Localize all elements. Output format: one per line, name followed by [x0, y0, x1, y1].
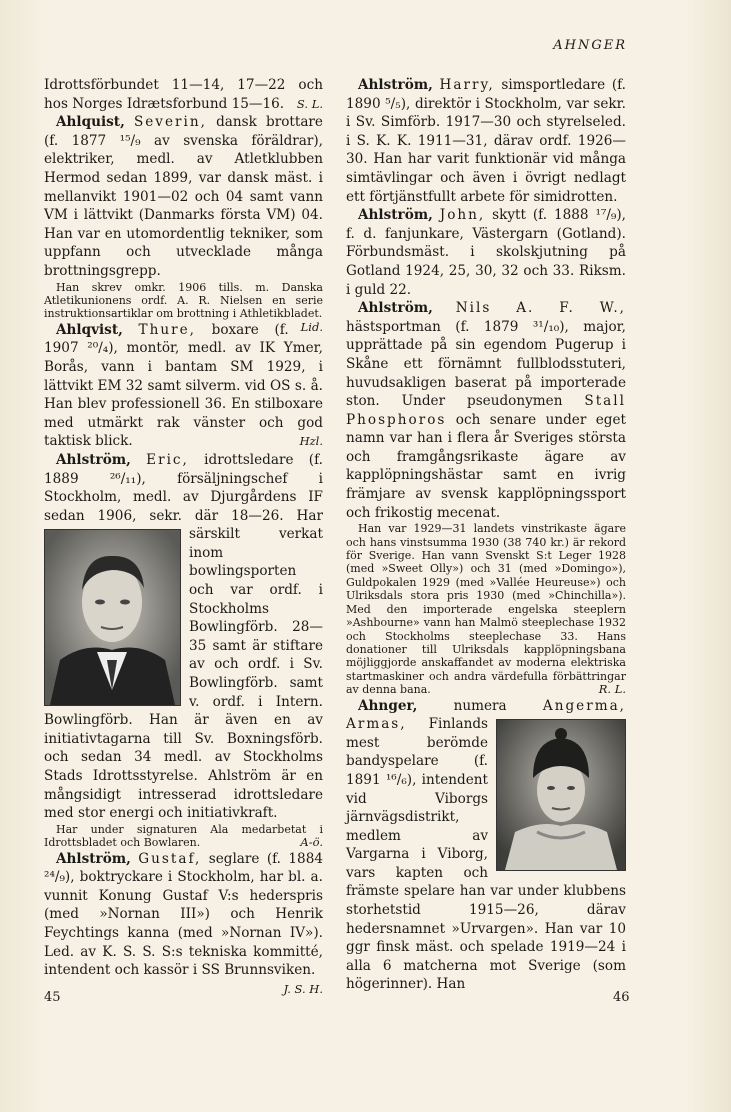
entry-ahlstrom-gustaf: [44, 850, 323, 996]
signature: A-ö.: [300, 835, 323, 850]
entry-headword: Ahlquist,: [56, 114, 125, 131]
entry-note: Han var 1929—31 landets vinstrikaste ägare och hans vinstsumma 1930 (38 740 kr.) är rekord för Sverige. Han vann Svenskt S:t Leger 1928 (med »Sweet Olly») och 31 (med »Domingo»), Guldpokalen 1929 (med »Vallée Heureuse») och Ulriksdals stora pris 1930 (med »Chinchilla»). Med den importerade engelska steeplern »Ashbourne» vann han Malmö steeplechase 1932 och Stockholms steeplechase 33. Hans donationer till Ulriksdals kapplöpningsbana möjliggjorde anskaffandet av moderna elektriska startmaskiner och andra värdefulla förbättringar av denna bana. R. L.: [346, 522, 626, 697]
entry-text: simsportledare (f. 1890 ⁵/₅), direktör i Stockholm, var sekr. i Sv. Simförb. 1917—30 och styrelseled. i S. K. K. 1911—31, därav ordf. 1926—30. Han har varit funktionär vid många simtävlingar och även i övrigt nedlagt ett förtjänstfullt arbete för simidrotten.: [346, 77, 626, 205]
entry-given-name: Eric,: [146, 451, 189, 468]
entry-given-name: Gustaf,: [138, 850, 202, 867]
entry-text: Finlands mest berömde bandyspelare (f. 1891 ¹⁶/₆), intendent vid Viborgs järnvägsdistrikt, medlem av Vargarna i Viborg, vars kapten och främste spelare han var under klubbens storhetstid 1915—26, därav hedersnamnet »Urvargen». Han var 10 ggr finsk mäst. och spelade 1919—24 i alla 6 matcherna mot Sverige (som högerinner). Han: [346, 716, 626, 993]
entry-note: Han skrev omkr. 1906 tills. m. Danska Atletikunionens ordf. A. R. Nielsen en serie instruktionsartiklar om brottning i Athletikbladet. Lid.: [44, 280, 323, 334]
entry-ahlquist-severin: [44, 113, 323, 280]
entry-text: skytt (f. 1888 ¹⁷/₉), f. d. fanjunkare, Västergarn (Gotland). Förbundsmäst. i skolskjutning på Gotland 1924, 25, 30, 32 och 33. Riksm. i guld 22.: [346, 207, 626, 298]
entry-headword: Ahlström,: [358, 300, 433, 317]
entry-headword: Ahlström,: [358, 207, 433, 224]
entry-text: idrottsledare (f. 1889 ²⁶/₁₁), försäljningschef i Stockholm, medl. av Djurgårdens IF sedan 1906, sekr. där 18—26.: [44, 451, 323, 524]
right-column: [346, 76, 626, 994]
entry-headword: Ahlström,: [358, 77, 433, 93]
entry-given-name: Angerma, Armas,: [346, 697, 627, 733]
entry-headword: Ahnger,: [358, 697, 418, 714]
entry-pseudonym: Stall Phosphoros: [346, 393, 626, 428]
signature: Lid.: [300, 319, 323, 334]
entry-text: Idrottsförbundet 11—14, 17—22 och hos Norges Idrætsforbund 15—16.: [44, 77, 323, 112]
entry-ahlqvist-thure: [44, 321, 323, 451]
entry-continuation: [44, 76, 323, 113]
entry-text: och senare under eget namn var han i flera år Sveriges största och framgångsrikaste ägare av kapplöpningshästar samt en ivrig främjare av svensk kapplöpningssport och frikostig mecenat.: [346, 411, 627, 521]
entry-text: Har särskilt verkat inom bowlingsporten och var ordf. i Stockholms Bowlingförb. 28—35 samt är stiftare av och ordf. i Sv. Bowlingförb. samt v. ordf. i Intern. Bowlingförb. Han är även en av initiativtagarna till Sv. Boxningsförb. och sedan 34 medl. av Stockholms Stads Idrottsstyrelse. Ahlström är en mångsidigt intresserad idrottsledare med stor energi och initiativkraft.: [44, 507, 323, 822]
entry-text: dansk brottare (f. 1877 ¹⁵/₉ av svenska föräldrar), elektriker, medl. av Atletklubben Hermod sedan 1899, var dansk mäst. i mellanvikt 1901—02 och 04 samt vann VM i lättvikt (Danmarks första VM) 04. Han var en utomordentlig tekniker, som uppfann och utvecklade många brottningsgrepp.: [44, 114, 323, 279]
page-number-left: 45: [44, 990, 61, 1005]
entry-text: hästsportman (f. 1879 ³¹/₁₀), major, upprättade på sin egendom Pugerup i Skåne ett förnämnt fullblodsstuteri, huvudsakligen baserat på importerade ston. Under pseudonymen: [346, 318, 626, 410]
entry-headword: Ahlqvist,: [56, 321, 123, 338]
entry-given-name: John,: [439, 207, 486, 224]
entry-text: numera: [453, 697, 507, 714]
entry-ahlstrom-john: [346, 206, 626, 299]
portrait-photo-eric-ahlstrom: [44, 529, 181, 706]
entry-text: seglare (f. 1884 ²⁴/₉), boktryckare i Stockholm, har bl. a. vunnit Konung Gustaf V:s hederspris (med »Nornan III») och Henrik Feychtings kanna (med »Nornan IV»). Led. av K. S. S. S:s tekniska kommitté, intendent och kassör i SS Brunnsviken.: [44, 850, 323, 979]
entry-headword: Ahlström,: [56, 850, 131, 867]
entry-given-name: Thure,: [138, 321, 196, 338]
signature: R. L.: [598, 682, 626, 697]
entry-note: Har under signaturen Ala medarbetat i Idrottsbladet och Bowlaren. A-ö.: [44, 822, 323, 850]
left-column: [44, 76, 323, 998]
signature: Hzl.: [299, 434, 323, 449]
running-head: AHNGER: [553, 38, 627, 53]
page-number-right: 46: [613, 990, 630, 1005]
entry-text: boxare (f. 1907 ²⁰/₄), montör, medl. av IK Ymer, Borås, vann i bantam SM 1929, i lättvikt EM 32 samt silverm. vid OS s. å. Han blev professionell 36. En stilboxare med utmärkt rak vänster och god taktisk blick.: [44, 321, 323, 450]
entry-ahlstrom-harry: [346, 76, 626, 206]
entry-ahlstrom-eric: [44, 451, 323, 823]
portrait-photo-armas-ahnger: [496, 719, 626, 871]
entry-ahnger-armas: [346, 697, 626, 995]
entry-given-name: Severin,: [133, 114, 207, 131]
entry-ahlstrom-nils: [346, 299, 626, 522]
entry-given-name: Nils A. F. W.,: [455, 300, 626, 317]
signature: S. L.: [296, 96, 323, 111]
entry-given-name: Harry,: [439, 77, 495, 93]
signature: J. S. H.: [283, 981, 323, 996]
entry-headword: Ahlström,: [56, 451, 131, 468]
